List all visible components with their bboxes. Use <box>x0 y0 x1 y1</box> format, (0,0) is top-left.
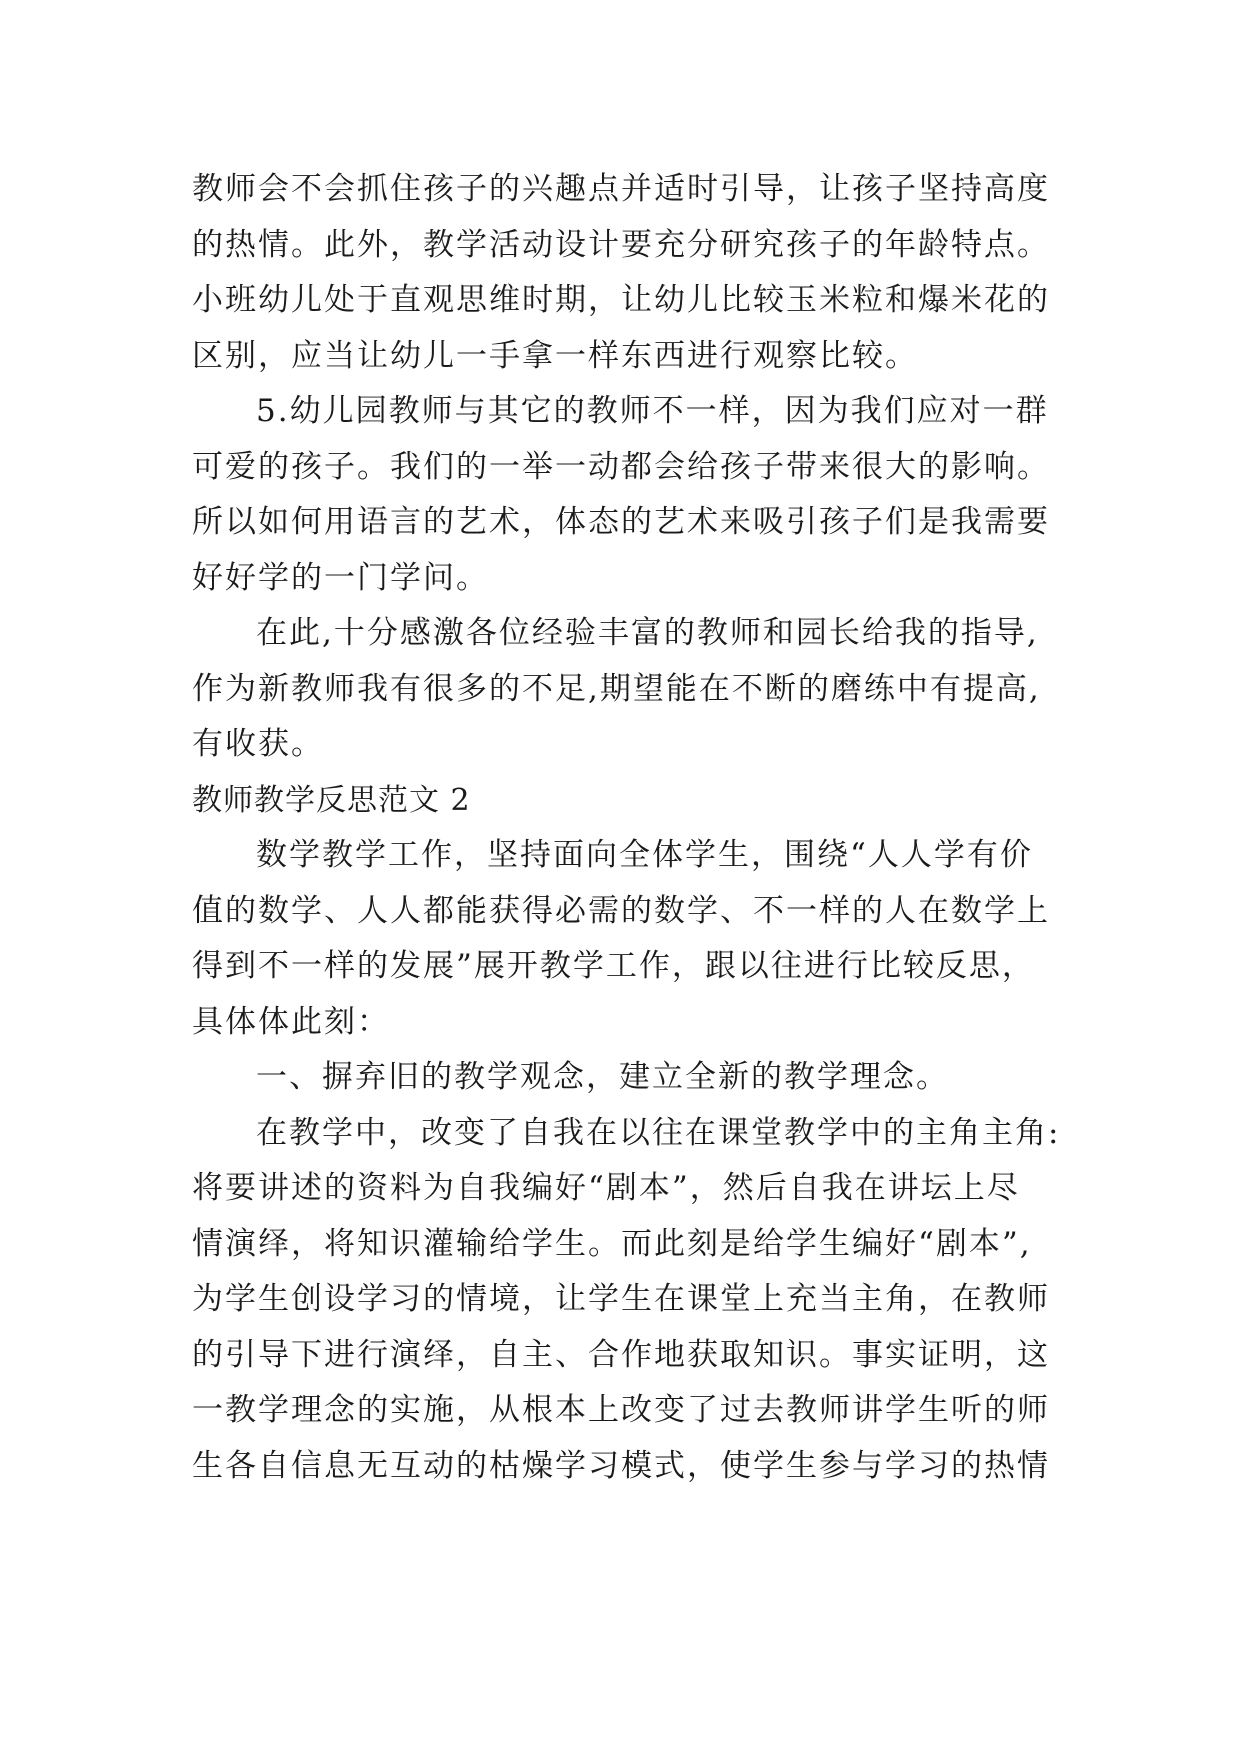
text-line: 一教学理念的实施，从根本上改变了过去教师讲学生听的师 <box>192 1392 1050 1428</box>
text-line: 生各自信息无互动的枯燥学习模式，使学生参与学习的热情 <box>192 1447 1050 1484</box>
paragraph-first-line: 5.幼儿园教师与其它的教师不一样，因为我们应对一群 <box>256 393 1049 429</box>
text-line: 区别，应当让幼儿一手拿一样东西进行观察比较。 <box>192 337 918 374</box>
text-line: 有收获。 <box>192 726 324 762</box>
text-line: 作为新教师我有很多的不足,期望能在不断的磨练中有提高, <box>192 670 1041 707</box>
text-line: 得到不一样的发展”展开教学工作，跟以往进行比较反思， <box>192 948 1035 984</box>
paragraph-first-line: 在此,十分感激各位经验丰富的教师和园长给我的指导, <box>256 615 1039 651</box>
text-line: 值的数学、人人都能获得必需的数学、不一样的人在数学上 <box>192 892 1050 929</box>
text-line: 小班幼儿处于直观思维时期，让幼儿比较玉米粒和爆米花的 <box>192 282 1050 318</box>
text-line: 将要讲述的资料为自我编好“剧本”，然后自我在讲坛上尽 <box>192 1170 1020 1206</box>
text-line: 所以如何用语言的艺术，体态的艺术来吸引孩子们是我需要 <box>192 504 1050 540</box>
text-line: 的引导下进行演绎，自主、合作地获取知识。事实证明，这 <box>192 1336 1050 1373</box>
paragraph-first-line: 在教学中，改变了自我在以往在课堂教学中的主角主角: <box>256 1114 1061 1151</box>
text-line: 好好学的一门学问。 <box>192 559 489 596</box>
section-heading: 教师教学反思范文 2 <box>192 782 471 818</box>
text-line: 教师会不会抓住孩子的兴趣点并适时引导，让孩子坚持高度 <box>192 171 1050 207</box>
text-line: 可爱的孩子。我们的一举一动都会给孩子带来很大的影响。 <box>192 448 1050 485</box>
text-line: 为学生创设学习的情境，让学生在课堂上充当主角，在教师 <box>192 1281 1050 1317</box>
text-line: 具体体此刻： <box>192 1003 390 1040</box>
text-line: 情演绎，将知识灌输给学生。而此刻是给学生编好“剧本”, <box>192 1225 1032 1262</box>
paragraph-first-line: 数学教学工作，坚持面向全体学生，围绕“人人学有价 <box>256 837 1033 873</box>
text-line: 的热情。此外，教学活动设计要充分研究孩子的年龄特点。 <box>192 226 1050 263</box>
document-body <box>192 162 1072 1494</box>
paragraph-first-line: 一、摒弃旧的教学观念，建立全新的教学理念。 <box>256 1059 949 1095</box>
